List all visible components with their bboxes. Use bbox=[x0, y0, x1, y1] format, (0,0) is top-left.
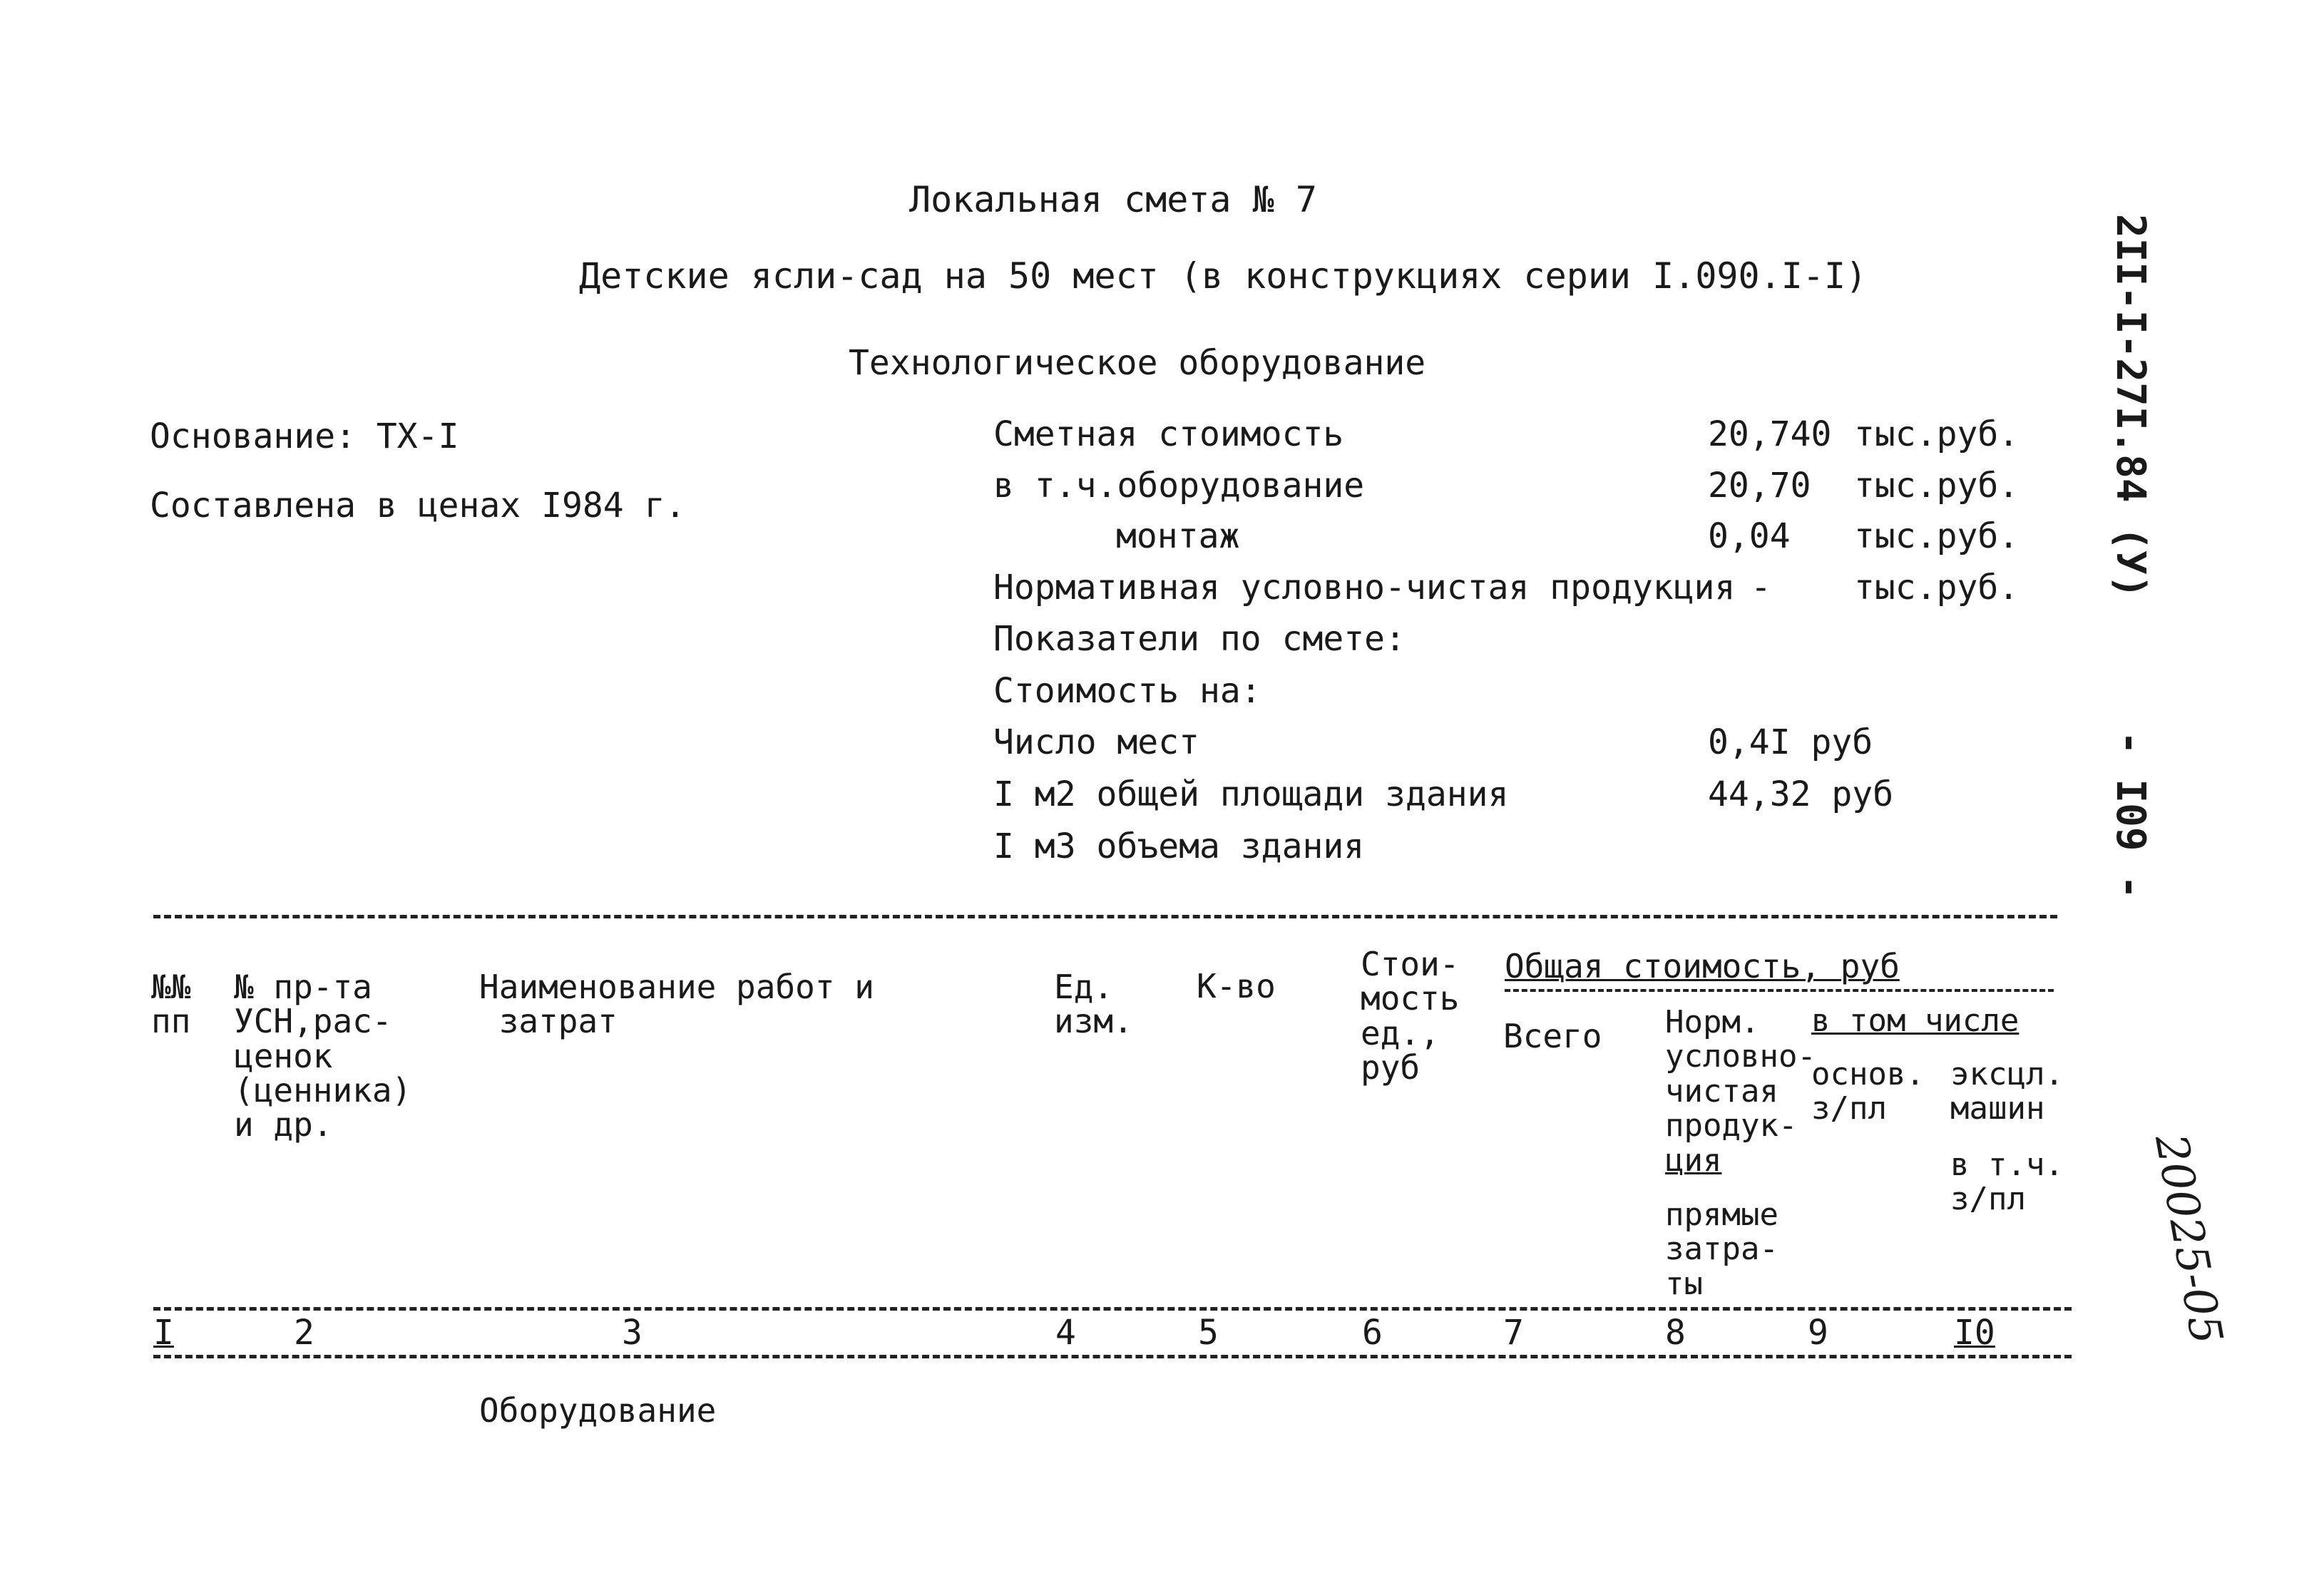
equipment-value: 20,70 bbox=[1708, 466, 1811, 506]
normative-product-value: - bbox=[1751, 568, 1771, 608]
header-col-1: №№ пп bbox=[151, 968, 191, 1041]
header-col-2: № пр-та УСН,рас- ценок (ценника) и др. bbox=[234, 968, 412, 1144]
area-label: I м2 общей площади здания bbox=[993, 774, 1509, 814]
side-page-number: - I09 - bbox=[2107, 731, 2154, 900]
header-col-9: основ. з/пл bbox=[1811, 1056, 1925, 1127]
header-col-8-norm: Норм. условно- чистая продук- bbox=[1665, 1004, 1816, 1144]
column-number-2: 2 bbox=[294, 1313, 314, 1353]
installation-label: монтаж bbox=[1116, 516, 1240, 556]
column-number-1: I bbox=[153, 1313, 174, 1353]
header-col-10-head: эксцл. машин bbox=[1950, 1056, 2064, 1127]
equipment-label: в т.ч.оборудование bbox=[993, 466, 1365, 506]
normative-product-unit: тыс.руб. bbox=[1854, 568, 2020, 608]
column-number-4: 4 bbox=[1055, 1313, 1076, 1353]
section-row-equipment: Оборудование bbox=[479, 1391, 717, 1430]
estimated-cost-unit: тыс.руб. bbox=[1854, 414, 2020, 454]
basis-text: Основание: ТХ-I bbox=[150, 416, 459, 456]
table-top-rule bbox=[153, 915, 2057, 918]
area-value: 44,32 руб bbox=[1708, 774, 1894, 814]
column-number-3: 3 bbox=[622, 1313, 643, 1353]
side-document-code: 2II-I-27I.84 (У) bbox=[2107, 214, 2154, 599]
header-col-4: Ед. изм. bbox=[1054, 968, 1133, 1041]
object-name: Детские ясли-сад на 50 мест (в конструкциях серии I.090.I-I) bbox=[579, 255, 1868, 297]
installation-unit: тыс.руб. bbox=[1854, 516, 2020, 556]
indicators-label: Показатели по смете: bbox=[993, 619, 1406, 659]
header-incl: в том числе bbox=[1811, 1003, 2020, 1039]
column-numbers-rule bbox=[153, 1355, 2072, 1358]
places-value: 0,4I руб bbox=[1708, 722, 1873, 762]
estimated-cost-value: 20,740 bbox=[1708, 414, 1832, 454]
equipment-unit: тыс.руб. bbox=[1854, 466, 2020, 506]
section-name: Технологическое оборудование bbox=[849, 343, 1426, 383]
total-cost-rule bbox=[1505, 989, 2054, 992]
volume-label: I м3 объема здания bbox=[993, 826, 1365, 866]
header-bottom-rule bbox=[153, 1307, 2072, 1311]
document-title: Локальная смета № 7 bbox=[909, 179, 1317, 220]
installation-value: 0,04 bbox=[1708, 516, 1791, 556]
header-col-6: Стои- мость ед., руб bbox=[1361, 945, 1460, 1087]
handwritten-number: 20025-05 bbox=[2145, 1130, 2233, 1348]
header-col-8-direct: прямые затра- ты bbox=[1665, 1197, 1778, 1302]
header-total-cost: Общая стоимость, руб bbox=[1505, 947, 1900, 985]
column-number-5: 5 bbox=[1198, 1313, 1219, 1353]
header-col-3: Наименование работ и затрат bbox=[479, 968, 874, 1041]
column-number-8: 8 bbox=[1665, 1313, 1686, 1353]
places-label: Число мест bbox=[993, 722, 1199, 762]
column-number-10: I0 bbox=[1954, 1313, 1995, 1353]
header-col-8-norm-tail: ция bbox=[1665, 1142, 1722, 1179]
cost-per-label: Стоимость на: bbox=[993, 671, 1261, 711]
estimated-cost-label: Сметная стоимость bbox=[993, 414, 1344, 454]
prices-year-text: Составлена в ценах I984 г. bbox=[150, 486, 686, 526]
header-col-10-tail: в т.ч. з/пл bbox=[1950, 1147, 2064, 1218]
header-col-7: Всего bbox=[1503, 1017, 1602, 1055]
column-number-7: 7 bbox=[1503, 1313, 1524, 1353]
header-col-5: К-во bbox=[1197, 967, 1276, 1005]
column-number-6: 6 bbox=[1362, 1313, 1383, 1353]
normative-product-label: Нормативная условно-чистая продукция bbox=[993, 568, 1736, 608]
column-number-9: 9 bbox=[1808, 1313, 1828, 1353]
